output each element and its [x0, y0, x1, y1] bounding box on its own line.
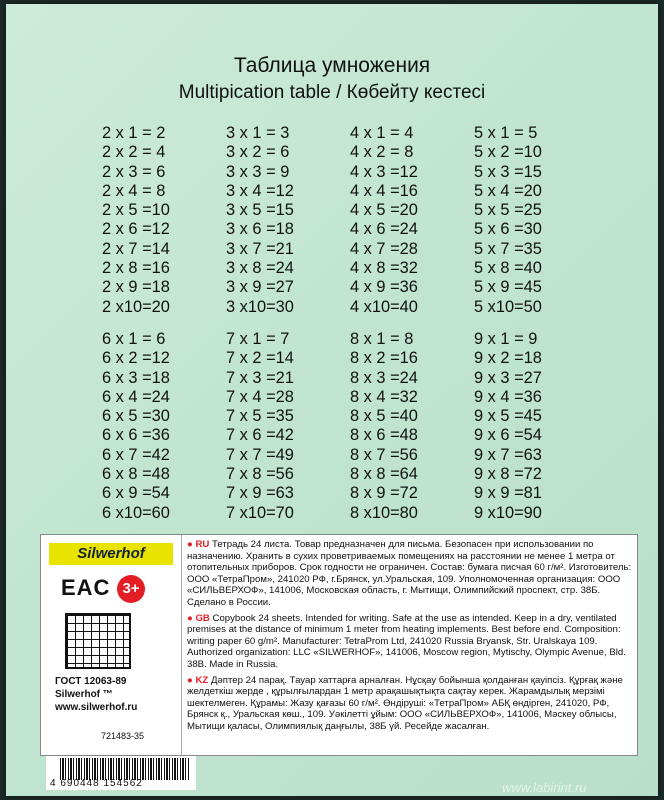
- table-row: 6 x 6 =36: [102, 426, 170, 445]
- info-left: [41, 535, 182, 755]
- brand-logo: Silwerhof: [49, 543, 173, 565]
- table-row: 3 x 5 =15: [226, 201, 294, 220]
- table-row: 4 x 4 =16: [350, 181, 418, 200]
- table-row: 5 x10=50: [474, 297, 542, 316]
- table-row: 2 x 9 =18: [102, 278, 170, 297]
- article-code: 721483-35: [101, 731, 145, 741]
- table-row: 8 x 2 =16: [350, 349, 418, 368]
- age-badge: 3+: [117, 575, 145, 603]
- barcode: [46, 756, 196, 790]
- table-row: 6 x 3 =18: [102, 368, 170, 387]
- title-ru: Таблица умножения: [233, 54, 431, 77]
- table-column: [102, 124, 222, 317]
- table-row: 4 x 1 = 4: [350, 124, 414, 142]
- table-column: [226, 124, 346, 317]
- table-row: 5 x 1 = 5: [474, 124, 538, 142]
- table-column: [102, 330, 222, 523]
- table-row: 2 x 2 = 4: [102, 143, 166, 162]
- table-row: 4 x 7 =28: [350, 239, 418, 258]
- table-column: [474, 124, 594, 317]
- table-block-1: [102, 124, 572, 324]
- table-row: 3 x10=30: [226, 297, 294, 316]
- table-row: 2 x 5 =10: [102, 201, 170, 220]
- gost-number: ГОСТ 12063-89: [55, 676, 127, 687]
- gb-text: Copybook 24 sheets. Intended for writing. Safe at the use as intended. Keep in a dry, ventilated premises at the distance of minimum 1 meter from heating implements. Best before end. Composition: writing paper 60 g/m². Manufacturer: TetraProm Ltd, 241020 Russia Bryansk, Str. Uralskaya 109. Authorized organization: LLC «SILWERHOF», 141006, Moscow region, Mytischy, Olympic Avenue, Bld. 38B. Made in Russia.: [187, 612, 626, 670]
- table-row: 9 x10=90: [474, 503, 542, 522]
- table-row: 8 x 9 =72: [350, 484, 418, 503]
- table-row: 9 x 5 =45: [474, 407, 542, 426]
- eac-mark: EAC: [61, 575, 111, 600]
- table-row: 9 x 3 =27: [474, 368, 542, 387]
- table-column: [226, 330, 346, 523]
- table-row: 4 x 5 =20: [350, 201, 418, 220]
- table-row: 5 x 6 =30: [474, 220, 542, 239]
- table-row: 7 x 8 =56: [226, 465, 294, 484]
- table-row: 5 x 9 =45: [474, 278, 542, 297]
- table-row: 5 x 2 =10: [474, 143, 542, 162]
- table-row: 2 x 4 = 8: [102, 181, 166, 200]
- table-row: 3 x 2 = 6: [226, 143, 290, 162]
- watermark: www.labirint.ru: [502, 780, 587, 795]
- table-row: 4 x 8 =32: [350, 259, 418, 278]
- table-row: 2 x 1 = 2: [102, 124, 166, 142]
- table-row: 5 x 4 =20: [474, 181, 542, 200]
- barcode-number: 4 690448 154562: [50, 778, 143, 789]
- website: www.silwerhof.ru: [55, 702, 138, 713]
- kz-label: ● KZ: [187, 674, 209, 686]
- table-row: 8 x 4 =32: [350, 387, 418, 406]
- table-row: 4 x 3 =12: [350, 162, 418, 181]
- barcode-bars: [60, 758, 190, 780]
- table-row: 8 x 3 =24: [350, 368, 418, 387]
- table-row: 6 x 1 = 6: [102, 330, 166, 348]
- table-row: 6 x 2 =12: [102, 349, 170, 368]
- table-row: 5 x 7 =35: [474, 239, 542, 258]
- table-row: 3 x 8 =24: [226, 259, 294, 278]
- kz-paragraph: [187, 675, 633, 733]
- table-row: 5 x 3 =15: [474, 162, 542, 181]
- table-row: 3 x 4 =12: [226, 181, 294, 200]
- table-row: 7 x 7 =49: [226, 445, 294, 464]
- table-row: 4 x 9 =36: [350, 278, 418, 297]
- table-row: 7 x10=70: [226, 503, 294, 522]
- table-column: [350, 330, 470, 523]
- table-row: 5 x 5 =25: [474, 201, 542, 220]
- table-row: 3 x 9 =27: [226, 278, 294, 297]
- notebook-cover: [6, 4, 658, 796]
- table-row: 4 x 2 = 8: [350, 143, 414, 162]
- table-row: 9 x 7 =63: [474, 445, 542, 464]
- table-row: 6 x 8 =48: [102, 465, 170, 484]
- grid-paper-icon: [65, 613, 131, 669]
- table-row: 8 x10=80: [350, 503, 418, 522]
- table-row: 7 x 5 =35: [226, 407, 294, 426]
- table-row: 8 x 7 =56: [350, 445, 418, 464]
- table-row: 2 x 3 = 6: [102, 162, 166, 181]
- table-row: 9 x 4 =36: [474, 387, 542, 406]
- table-row: 7 x 9 =63: [226, 484, 294, 503]
- table-row: 9 x 1 = 9: [474, 330, 538, 348]
- gb-label: ● GB: [187, 612, 210, 624]
- table-row: 9 x 2 =18: [474, 349, 542, 368]
- kz-text: Дәптер 24 парақ. Тауар хаттарға арналған. Нұсқау бойынша қолданған қауіпсіз. Құрғақ және желдеткіш жерде , құрылғылардан 1 метр арақашықтықта сақтау керек. Жарамдылық мерзімі шектелмеген. Құрамы: Жазу қағазы 60 г/м². Өндіруші: «ТетраПром» АБҚ өндірген, 241020, РФ, Брянск қ., Уральская көш., 109. Уәкілетті ұйым: ООО «СИЛЬВЕРХОФ», 141006, Мәскеу облысы, Мытищи қаласы, Олимпиялық даңғылы, 38Б үй. Ресейде жасалған.: [187, 674, 623, 732]
- table-row: 7 x 3 =21: [226, 368, 294, 387]
- table-row: 2 x 7 =14: [102, 239, 170, 258]
- table-row: 4 x10=40: [350, 297, 418, 316]
- table-row: 7 x 6 =42: [226, 426, 294, 445]
- table-row: 6 x 5 =30: [102, 407, 170, 426]
- ru-label: ● RU: [187, 539, 210, 550]
- table-row: 7 x 4 =28: [226, 387, 294, 406]
- table-row: 5 x 8 =40: [474, 259, 542, 278]
- table-column: [474, 330, 594, 523]
- info-text: [187, 539, 633, 737]
- table-row: 8 x 1 = 8: [350, 330, 414, 348]
- table-row: 6 x 4 =24: [102, 387, 170, 406]
- table-row: 6 x 7 =42: [102, 445, 170, 464]
- table-row: 8 x 6 =48: [350, 426, 418, 445]
- table-column: [350, 124, 470, 317]
- table-row: 8 x 8 =64: [350, 465, 418, 484]
- table-row: 4 x 6 =24: [350, 220, 418, 239]
- table-row: 9 x 9 =81: [474, 484, 542, 503]
- table-row: 6 x10=60: [102, 503, 170, 522]
- table-row: 2 x10=20: [102, 297, 170, 316]
- table-row: 8 x 5 =40: [350, 407, 418, 426]
- title-en-kz: Multipication table / Көбейту кестесі: [178, 82, 486, 103]
- gb-paragraph: [187, 613, 633, 671]
- table-row: 6 x 9 =54: [102, 484, 170, 503]
- table-row: 3 x 3 = 9: [226, 162, 290, 181]
- ru-text: Тетрадь 24 листа. Товар предназначен для письма. Безопасен при использовании по назначению. Хранить в сухих проветриваемых помещениях на расстоянии не менее 1 метра от отопительных приборов. Срок годности не ограничен. Состав: бумага писчая 60 г/м². Изготовитель: ООО «ТетраПром», 241020 РФ, г.Брянск, ул.Уральская, 109. Уполномоченная организация: ООО «СИЛЬВЕРХОФ», 141006, Московская область, г. Мытищи, Олимпийский проспект, стр. 38Б. Сделано в России.: [187, 539, 632, 608]
- table-row: 2 x 8 =16: [102, 259, 170, 278]
- brand-tm: Silwerhof ™: [55, 689, 113, 700]
- table-row: 3 x 7 =21: [226, 239, 294, 258]
- gost-block: [55, 675, 181, 714]
- table-block-2: [102, 330, 572, 530]
- table-row: 2 x 6 =12: [102, 220, 170, 239]
- info-panel: [40, 534, 638, 756]
- table-row: 9 x 6 =54: [474, 426, 542, 445]
- ru-paragraph: [187, 539, 633, 609]
- table-row: 3 x 1 = 3: [226, 124, 290, 142]
- table-row: 9 x 8 =72: [474, 465, 542, 484]
- table-row: 3 x 6 =18: [226, 220, 294, 239]
- table-row: 7 x 2 =14: [226, 349, 294, 368]
- table-row: 7 x 1 = 7: [226, 330, 290, 348]
